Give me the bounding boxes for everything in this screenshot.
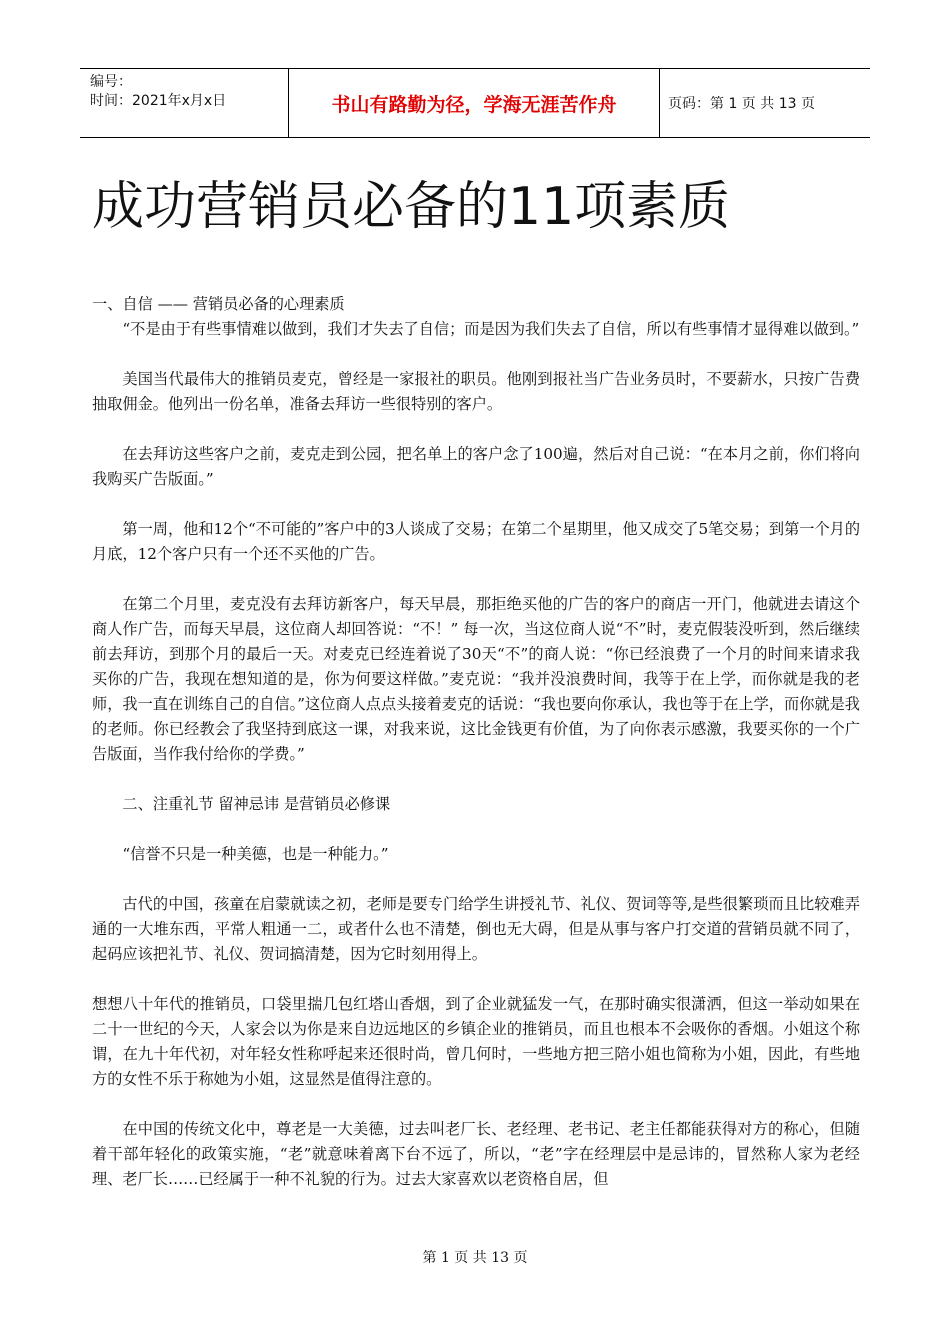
page-footer: 第 1 页 共 13 页 [422,1250,528,1266]
header-motto: 书山有路勤为径，学海无涯苦作舟 [289,69,660,137]
document-title: 成功营销员必备的11项素质 [92,177,731,237]
quote-paragraph: “信誉不只是一种美德，也是一种能力。” [122,845,389,863]
body-paragraph: 在去拜访这些客户之前，麦克走到公园，把名单上的客户念了100遍，然后对自己说：“在本月之前，你们将向我购买广告版面。” [92,445,860,488]
page-header [80,68,870,138]
document-date: 时间：2021年x月x日 [90,93,227,109]
body-paragraph: 在中国的传统文化中，尊老是一大美德，过去叫老厂长、老经理、老书记、老主任都能获得对方的称心，但随着干部年轻化的政策实施，“老”就意味着离下台不远了，所以，“老”字在经理层中是忌讳的，冒然称人家为老经理、老厂长……已经属于一种不礼貌的行为。过去大家喜欢以老资格自居，但 [92,1120,860,1188]
header-meta [80,69,289,137]
body-paragraph: 在第二个月里，麦克没有去拜访新客户，每天早晨，那拒绝买他的广告的客户的商店一开门，他就进去请这个商人作广告，而每天早晨，这位商人却回答说：“不！” 每一次，当这位商人说“不”时，麦克假装没听到，然后继续前去拜访，到那个月的最后一天。对麦克已经连着说了30天“不”的商人说：“你已经浪费了一个月的时间来请求我买你的广告，我现在想知道的是，你为何要这样做。”麦克说：“我并没浪费时间，我等于在上学，而你就是我的老师，我一直在训练自己的自信。”这位商人点点头接着麦克的话说：“我也要向你承认，我也等于在上学，而你就是我的老师。你已经教会了我坚持到底这一课，对我来说，这比金钱更有价值，为了向你表示感激，我要买你的一个广告版面，当作我付给你的学费。” [92,595,860,763]
body-paragraph: 想想八十年代的推销员，口袋里揣几包红塔山香烟，到了企业就猛发一气，在那时确实很潇洒，但这一举动如果在二十一世纪的今天，人家会以为你是来自边远地区的乡镇企业的推销员，而且也根本不会吸你的香烟。小姐这个称谓，在九十年代初，对年轻女性称呼起来还很时尚，曾几何时，一些地方把三陪小姐也简称为小姐，因此，有些地方的女性不乐于称她为小姐，这显然是值得注意的。 [92,995,860,1088]
document-body [92,292,860,1192]
body-paragraph: 第一周，他和12个“不可能的”客户中的3人谈成了交易；在第二个星期里，他又成交了5笔交易；到第一个月的月底，12个客户只有一个还不买他的广告。 [92,520,861,563]
body-paragraph: 美国当代最伟大的推销员麦克，曾经是一家报社的职员。他刚到报社当广告业务员时，不要薪水，只按广告费抽取佣金。他列出一份名单，准备去拜访一些很特别的客户。 [92,370,860,413]
section-heading: 一、自信 —— 营销员必备的心理素质 [92,295,345,313]
body-paragraph: 古代的中国，孩童在启蒙就读之初，老师是要专门给学生讲授礼节、礼仪、贺词等等,是些很繁琐而且比较难弄通的一大堆东西，平常人粗通一二，或者什么也不清楚，倒也无大碍，但是从事与客户打交道的营销员就不同了，起码应该把礼节、礼仪、贺词搞清楚，因为它时刻用得上。 [92,895,860,963]
header-page-info: 页码：第 1 页 共 13 页 [668,96,815,112]
document-number: 编号： [90,74,132,90]
quote-paragraph: “不是由于有些事情难以做到，我们才失去了自信；而是因为我们失去了自信，所以有些事情才显得难以做到。” [122,320,860,338]
section-heading: 二、注重礼节 留神忌讳 是营销员必修课 [122,795,391,813]
